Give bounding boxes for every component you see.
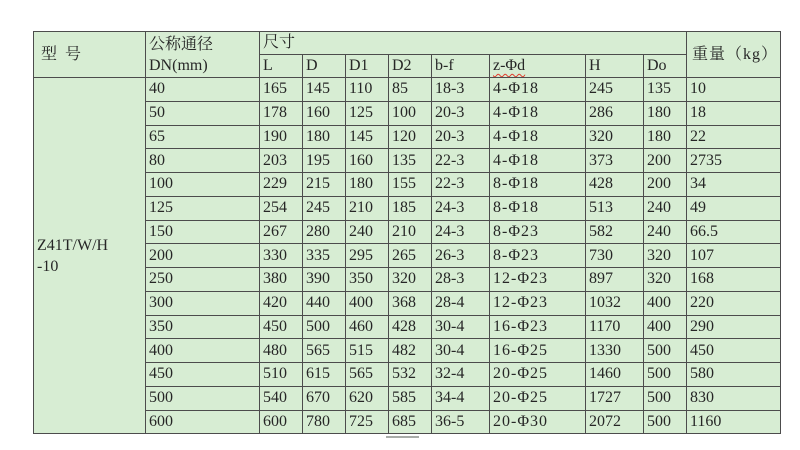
cell-z-phi-d: 16-Φ23	[490, 315, 586, 339]
cell-do: 500	[644, 410, 687, 434]
cell-h: 1170	[586, 315, 644, 339]
cell-d1: 240	[346, 220, 389, 244]
header-col-bf: b-f	[432, 55, 490, 78]
cell-d2: 585	[389, 386, 432, 410]
header-dn-line2: DN(mm)	[149, 56, 208, 74]
cell-d1: 295	[346, 244, 389, 268]
cell-z-phi-d: 8-Φ23	[490, 244, 586, 268]
cell-z-phi-d: 20-Φ30	[490, 410, 586, 434]
cell-do: 500	[644, 363, 687, 387]
cell-weight: 830	[687, 386, 781, 410]
cell-d: 500	[303, 315, 346, 339]
cell-d: 245	[303, 196, 346, 220]
cell-dn: 250	[146, 268, 260, 292]
cell-d2: 685	[389, 410, 432, 434]
cell-weight: 168	[687, 268, 781, 292]
cell-weight: 10	[687, 78, 781, 102]
cell-z-phi-d: 4-Φ18	[490, 149, 586, 173]
cell-weight: 290	[687, 315, 781, 339]
cell-dn: 100	[146, 173, 260, 197]
cell-b-f: 30-4	[432, 315, 490, 339]
cell-d1: 110	[346, 78, 389, 102]
cell-d1: 210	[346, 196, 389, 220]
cell-b-f: 22-3	[432, 173, 490, 197]
cell-l: 420	[260, 291, 303, 315]
cell-weight: 107	[687, 244, 781, 268]
cell-d2: 135	[389, 149, 432, 173]
cell-h: 582	[586, 220, 644, 244]
cell-d2: 532	[389, 363, 432, 387]
cell-z-phi-d: 8-Φ18	[490, 196, 586, 220]
cell-b-f: 30-4	[432, 339, 490, 363]
cell-h: 245	[586, 78, 644, 102]
cell-weight: 2735	[687, 149, 781, 173]
cell-h: 320	[586, 125, 644, 149]
cell-weight: 22	[687, 125, 781, 149]
cell-z-phi-d: 20-Φ25	[490, 386, 586, 410]
cell-z-phi-d: 4-Φ18	[490, 101, 586, 125]
cell-d: 670	[303, 386, 346, 410]
cell-do: 240	[644, 220, 687, 244]
header-col-z-phi-d	[490, 55, 586, 78]
cell-l: 540	[260, 386, 303, 410]
table-row	[34, 315, 781, 339]
cell-d1: 145	[346, 125, 389, 149]
cell-do: 200	[644, 149, 687, 173]
table-row	[34, 410, 781, 434]
cell-l: 190	[260, 125, 303, 149]
cell-d: 280	[303, 220, 346, 244]
header-model: 型 号	[34, 32, 146, 78]
cell-l: 254	[260, 196, 303, 220]
cell-d2: 428	[389, 315, 432, 339]
cell-d1: 460	[346, 315, 389, 339]
cell-h: 1032	[586, 291, 644, 315]
cell-weight: 66.5	[687, 220, 781, 244]
cell-d2: 320	[389, 268, 432, 292]
cell-h: 1330	[586, 339, 644, 363]
cell-b-f: 22-3	[432, 149, 490, 173]
cell-do: 135	[644, 78, 687, 102]
header-size: 尺寸	[260, 32, 687, 55]
cell-d: 215	[303, 173, 346, 197]
cell-d: 160	[303, 101, 346, 125]
model-value-cell: Z41T/W/H -10	[34, 78, 146, 434]
cell-h: 1460	[586, 363, 644, 387]
table-row	[34, 196, 781, 220]
cell-dn: 350	[146, 315, 260, 339]
cell-b-f: 36-5	[432, 410, 490, 434]
cell-dn: 450	[146, 363, 260, 387]
table-row	[34, 125, 781, 149]
cell-l: 450	[260, 315, 303, 339]
cell-dn: 65	[146, 125, 260, 149]
table-row	[34, 101, 781, 125]
cell-h: 513	[586, 196, 644, 220]
cell-d: 180	[303, 125, 346, 149]
cell-z-phi-d: 4-Φ18	[490, 125, 586, 149]
cell-dn: 500	[146, 386, 260, 410]
header-col-l: L	[260, 55, 303, 78]
cell-l: 380	[260, 268, 303, 292]
cell-b-f: 20-3	[432, 101, 490, 125]
cell-z-phi-d: 8-Φ18	[490, 173, 586, 197]
valve-spec-table	[33, 31, 781, 434]
cell-d: 615	[303, 363, 346, 387]
table-row	[34, 244, 781, 268]
cell-l: 165	[260, 78, 303, 102]
table-row	[34, 291, 781, 315]
cell-l: 267	[260, 220, 303, 244]
cell-b-f: 34-4	[432, 386, 490, 410]
cell-b-f: 24-3	[432, 220, 490, 244]
cell-l: 178	[260, 101, 303, 125]
table-row	[34, 268, 781, 292]
spellcheck-underline-text: z-Φd	[493, 57, 526, 74]
cell-do: 200	[644, 173, 687, 197]
cell-d2: 100	[389, 101, 432, 125]
cell-weight: 34	[687, 173, 781, 197]
cell-d1: 515	[346, 339, 389, 363]
table-row	[34, 363, 781, 387]
cell-b-f: 18-3	[432, 78, 490, 102]
cell-l: 510	[260, 363, 303, 387]
cell-d2: 368	[389, 291, 432, 315]
table-row	[34, 339, 781, 363]
cell-b-f: 32-4	[432, 363, 490, 387]
cell-d: 565	[303, 339, 346, 363]
cell-d1: 725	[346, 410, 389, 434]
cell-l: 480	[260, 339, 303, 363]
cell-z-phi-d: 4-Φ18	[490, 78, 586, 102]
cell-do: 180	[644, 125, 687, 149]
cell-do: 240	[644, 196, 687, 220]
cell-h: 730	[586, 244, 644, 268]
cell-d2: 185	[389, 196, 432, 220]
cell-dn: 600	[146, 410, 260, 434]
cell-d2: 85	[389, 78, 432, 102]
cell-d2: 155	[389, 173, 432, 197]
cell-d: 390	[303, 268, 346, 292]
table-row	[34, 78, 781, 102]
cell-d2: 120	[389, 125, 432, 149]
cell-do: 320	[644, 268, 687, 292]
table-row	[34, 149, 781, 173]
cell-do: 180	[644, 101, 687, 125]
cell-h: 428	[586, 173, 644, 197]
underline-artifact	[386, 436, 419, 438]
cell-b-f: 20-3	[432, 125, 490, 149]
header-dn-line1: 公称通径	[149, 35, 214, 53]
cell-d1: 180	[346, 173, 389, 197]
cell-z-phi-d: 12-Φ23	[490, 268, 586, 292]
cell-d2: 210	[389, 220, 432, 244]
cell-dn: 40	[146, 78, 260, 102]
cell-l: 330	[260, 244, 303, 268]
header-col-h: H	[586, 55, 644, 78]
cell-dn: 300	[146, 291, 260, 315]
cell-dn: 400	[146, 339, 260, 363]
cell-d1: 160	[346, 149, 389, 173]
cell-d1: 565	[346, 363, 389, 387]
cell-d2: 482	[389, 339, 432, 363]
cell-weight: 1160	[687, 410, 781, 434]
cell-z-phi-d: 8-Φ23	[490, 220, 586, 244]
cell-d1: 620	[346, 386, 389, 410]
cell-h: 897	[586, 268, 644, 292]
header-col-d: D	[303, 55, 346, 78]
cell-d: 195	[303, 149, 346, 173]
cell-d2: 265	[389, 244, 432, 268]
cell-do: 500	[644, 386, 687, 410]
table-row	[34, 220, 781, 244]
cell-do: 400	[644, 291, 687, 315]
cell-b-f: 26-3	[432, 244, 490, 268]
cell-h: 1727	[586, 386, 644, 410]
cell-h: 373	[586, 149, 644, 173]
header-col-do: Do	[644, 55, 687, 78]
cell-weight: 220	[687, 291, 781, 315]
cell-l: 229	[260, 173, 303, 197]
header-col-d1: D1	[346, 55, 389, 78]
cell-dn: 200	[146, 244, 260, 268]
cell-weight: 450	[687, 339, 781, 363]
cell-do: 320	[644, 244, 687, 268]
cell-dn: 150	[146, 220, 260, 244]
header-weight: 重量（kg）	[687, 32, 781, 78]
cell-l: 203	[260, 149, 303, 173]
cell-do: 500	[644, 339, 687, 363]
cell-b-f: 24-3	[432, 196, 490, 220]
cell-h: 286	[586, 101, 644, 125]
cell-dn: 125	[146, 196, 260, 220]
cell-z-phi-d: 16-Φ25	[490, 339, 586, 363]
cell-d: 335	[303, 244, 346, 268]
cell-l: 600	[260, 410, 303, 434]
table-row	[34, 173, 781, 197]
header-dn	[146, 32, 260, 78]
cell-b-f: 28-4	[432, 291, 490, 315]
header-col-d2: D2	[389, 55, 432, 78]
cell-weight: 580	[687, 363, 781, 387]
cell-dn: 50	[146, 101, 260, 125]
cell-d: 145	[303, 78, 346, 102]
cell-weight: 49	[687, 196, 781, 220]
cell-d: 780	[303, 410, 346, 434]
cell-b-f: 28-3	[432, 268, 490, 292]
cell-dn: 80	[146, 149, 260, 173]
header-row-1	[34, 32, 781, 55]
table-row	[34, 386, 781, 410]
cell-d1: 350	[346, 268, 389, 292]
cell-do: 400	[644, 315, 687, 339]
cell-d1: 400	[346, 291, 389, 315]
cell-weight: 18	[687, 101, 781, 125]
cell-z-phi-d: 20-Φ25	[490, 363, 586, 387]
cell-z-phi-d: 12-Φ23	[490, 291, 586, 315]
cell-d1: 125	[346, 101, 389, 125]
cell-h: 2072	[586, 410, 644, 434]
cell-d: 440	[303, 291, 346, 315]
